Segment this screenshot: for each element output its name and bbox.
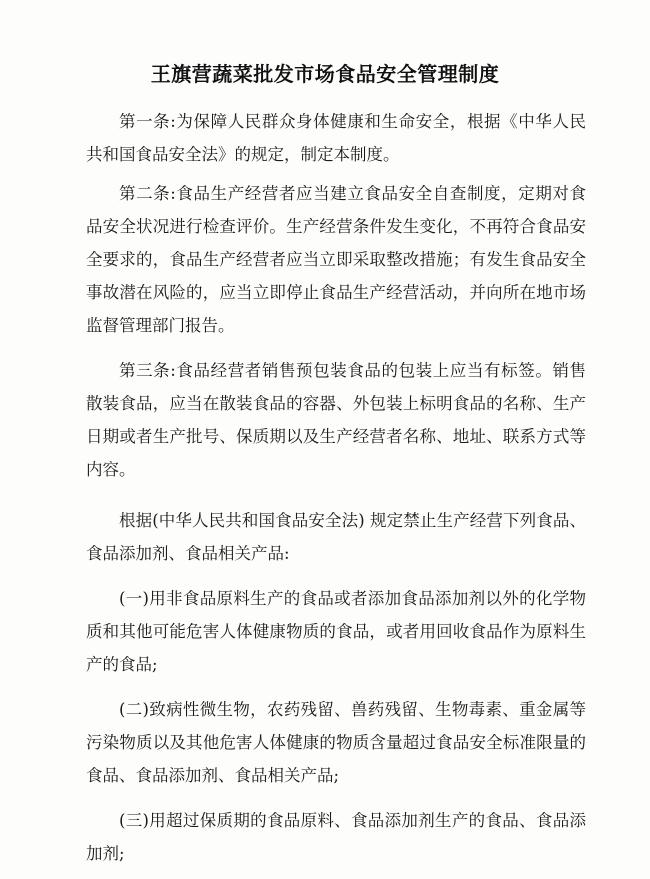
article-2: 第二条:食品生产经营者应当建立食品安全自查制度，定期对食品安全状况进行检查评价。生产经营条件发生变化，不再符合食品安全要求的，食品生产经营者应当立即采取整改措施；有发生食品安全事故潜在风险的，应当立即停止食品生产经营活动，并向所在地市场监督管理部门报告。 (86, 184, 586, 335)
document-title: 王旗营蔬菜批发市场食品安全管理制度 (150, 62, 500, 86)
prohibition-intro: 根据(中华人民共和国食品安全法) 规定禁止生产经营下列食品、食品添加剂、食品相关产品: (86, 511, 586, 563)
prohibition-item-2: (二)致病性微生物，农药残留、兽药残留、生物毒素、重金属等污染物质以及其他危害人体健康的物质含量超过食品安全标准限量的食品、食品添加剂、食品相关产品; (86, 700, 586, 785)
article-1: 第一条:为保障人民群众身体健康和生命安全，根据《中华人民共和国食品安全法》的规定，制定本制度。 (86, 112, 586, 164)
prohibition-item-3: (三)用超过保质期的食品原料、食品添加剂生产的食品、食品添加剂; (86, 811, 586, 863)
prohibition-item-1: (一)用非食品原料生产的食品或者添加食品添加剂以外的化学物质和其他可能危害人体健康物质的食品，或者用回收食品作为原料生产的食品; (86, 589, 586, 674)
article-3: 第三条:食品经营者销售预包装食品的包装上应当有标签。销售散装食品，应当在散装食品的容器、外包装上标明食品的名称、生产日期或者生产批号、保质期以及生产经营者名称、地址、联系方式等内容。 (86, 361, 586, 479)
document-body (86, 105, 586, 870)
